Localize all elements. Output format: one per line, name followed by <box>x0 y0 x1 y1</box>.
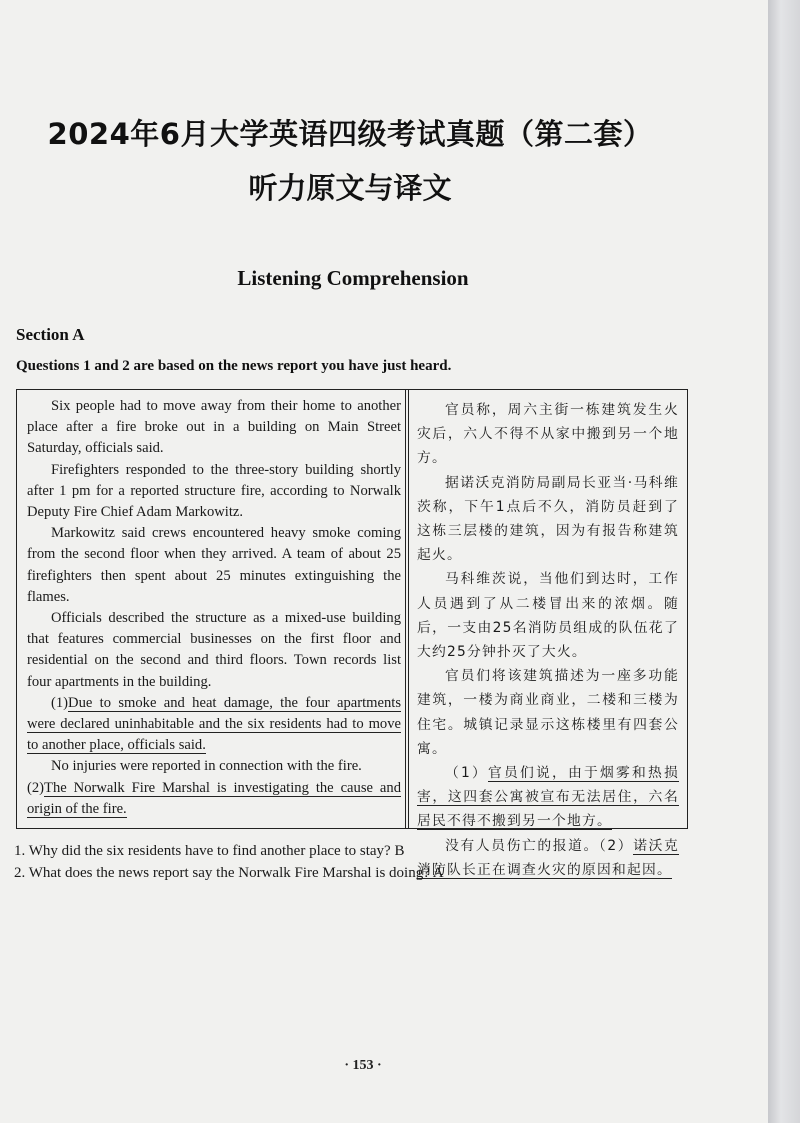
chinese-answer-marker-1: （1） <box>445 765 488 782</box>
chinese-paragraph-1: 官员称，周六主街一栋建筑发生火灾后，六人不得不从家中搬到另一个地方。 <box>417 402 679 467</box>
section-heading: Section A <box>16 325 85 344</box>
chinese-paragraph-5 <box>417 761 679 834</box>
question-2: 2. What does the news report say the Norwalk Fire Marshal is doing? A <box>14 865 444 881</box>
english-paragraph-3: Markowitz said crews encountered heavy smoke coming from the second floor when they arrived. A team of about 25 firefighters then spent about 25 minutes extinguishing the flames. <box>27 525 401 605</box>
part-heading: Listening Comprehension <box>237 266 469 290</box>
page-edge-shadow <box>768 0 800 1123</box>
page-number: · 153 · <box>344 1058 382 1073</box>
chinese-paragraph-3: 马科维茨说，当他们到达时，工作人员遇到了从二楼冒出来的浓烟。随后，一支由25名消防员组成的队伍花了大约25分钟扑灭了大火。 <box>417 571 679 661</box>
english-transcript <box>27 396 401 820</box>
answer-marker-1: (1) <box>51 694 69 711</box>
english-paragraph-1: Six people had to move away from their home to another place after a fire broke out in a building on Main Street Saturday, officials said. <box>27 398 401 457</box>
english-paragraph-5 <box>27 693 401 757</box>
column-divider <box>405 390 409 828</box>
chinese-translation <box>417 398 679 882</box>
question-1: 1. Why did the six residents have to find another place to stay? B <box>14 843 405 859</box>
chinese-answer-marker-2: （2） <box>598 837 634 854</box>
english-paragraph-6: No injuries were reported in connection with the fire. <box>51 758 362 775</box>
answer-sentence-2: The Norwalk Fire Marshal is investigating the cause and origin of the fire. <box>27 779 401 817</box>
chinese-paragraph-6 <box>417 834 679 882</box>
chinese-answer-sentence-2: 诺沃克消防队长正在调查火灾的原因和起因。 <box>417 837 679 878</box>
answer-sentence-1: Due to smoke and heat damage, the four apartments were declared uninhabitable and the six residents had to move to another place, officials said. <box>27 694 401 754</box>
question-intro: Questions 1 and 2 are based on the news report you have just heard. <box>16 358 452 374</box>
chinese-answer-sentence-1: 官员们说，由于烟雾和热损害，这四套公寓被宣布无法居住，六名居民不得不搬到另一个地方。 <box>417 765 679 830</box>
chinese-paragraph-4: 官员们将该建筑描述为一座多功能建筑，一楼为商业商业，二楼和三楼为住宅。城镇记录显示这栋楼里有四套公寓。 <box>417 668 679 757</box>
document-title-line2: 听力原文与译文 <box>248 171 452 205</box>
chinese-plain-sentence: 没有人员伤亡的报道。 <box>445 837 599 854</box>
chinese-paragraph-2: 据诺沃克消防局副局长亚当·马科维茨称，下午1点后不久，消防员赶到了这栋三层楼的建筑，因为有报告称建筑起火。 <box>417 474 679 564</box>
document-title-line1: 2024年6月大学英语四级考试真题（第二套） <box>47 117 653 151</box>
english-paragraph-4: Officials described the structure as a mixed-use building that features commercial businesses on the first floor and residential on the second and third floors. Town records list four apartments in the building. <box>27 610 401 690</box>
english-paragraph-7 <box>27 778 401 820</box>
question-answers <box>14 840 444 884</box>
answer-marker-2: (2) <box>27 779 45 796</box>
english-paragraph-2: Firefighters responded to the three-story building shortly after 1 pm for a reported structure fire, according to Norwalk Deputy Fire Chief Adam Markowitz. <box>27 461 401 521</box>
